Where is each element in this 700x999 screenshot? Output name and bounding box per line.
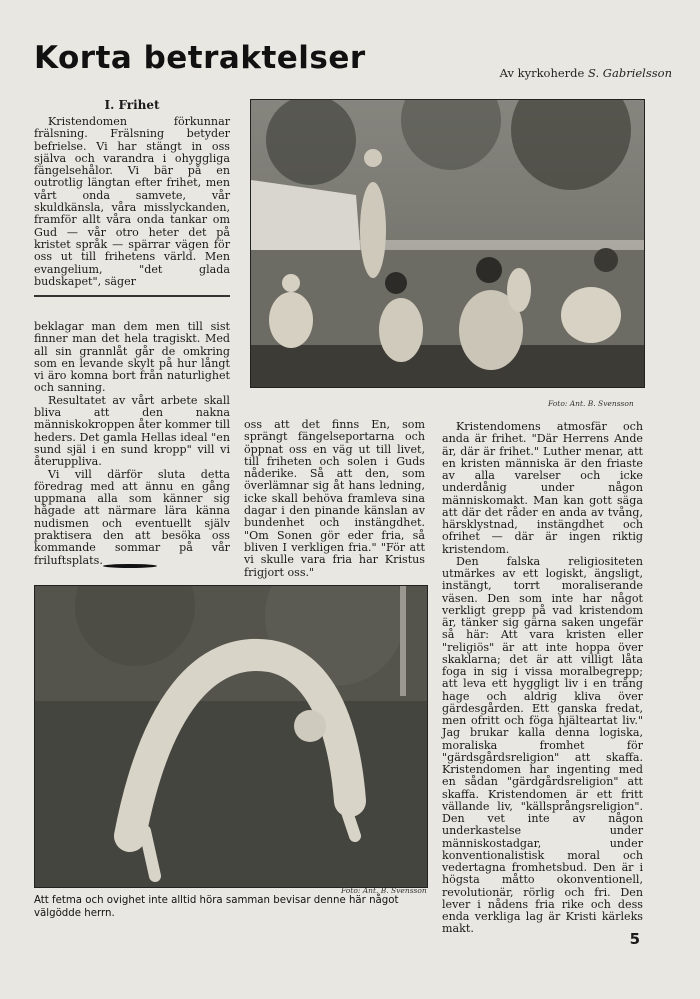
column-2: [244, 419, 425, 579]
divider: [34, 295, 230, 297]
paragraph: Vi vill därför sluta detta föredrag med att ännu en gång uppmana alla som känner sig hågade att närmare lära känna nudismen och eventuellt själv praktisera den att besöka oss kommande sommar på vår friluftsplats.: [34, 467, 230, 567]
byline-prefix: Av kyrkoherde: [499, 66, 585, 80]
section-heading: I. Frihet: [104, 98, 160, 112]
paragraph: Resultatet av vårt arbete skall bliva att den nakna människokroppen åter kommer till heders. Det gamla Hellas ideal "en sund själ i en sund kropp" vill vi återuppliva.: [34, 393, 230, 469]
paragraph: beklagar man dem men till sist finner man det hela tragiskt. Med all sin grannlåt går de omkring som en levande skylt på hur långt vi äro komna bort från naturlighet och sanning.: [34, 320, 230, 395]
byline: [500, 66, 672, 80]
photo-credit-top: Foto: Ant. B. Svensson: [548, 399, 634, 408]
photo-group-on-lawn: [250, 99, 645, 388]
section-flourish: [103, 564, 157, 568]
page-number: 5: [629, 930, 640, 948]
photo-backbend: [34, 585, 428, 888]
column-1-bottom: [34, 321, 230, 567]
paragraph: Kristendomens atmosfär och anda är frihet. "Där Herrens Ande är, där är frihet." Luther menar, att en kristen människa är den friaste av alla varelser och icke underdånig under någon människomakt. Man kan gott säga att där det råder en anda av tvång, härsklystnad, instängdhet och ofrihet — där är ingen riktig kristendom.: [442, 420, 643, 556]
paragraph: Den falska religiositeten utmärkes av ett logiskt, ängsligt, instängt, torrt moraliserande väsen. Den som inte har något verkligt grepp på vad kristendom är, tänker sig gärna saken ungefär så här: Att vara kristen eller "religiös" är att inte hoppa över skaklarna; det är att villigt låta foga in sig i vissa moralbegrepp; att leva ett hyggligt liv i en trång hage och aldrig kliva över gärdesgården. Ett ganska fredat, men ofritt och föga hjältеartat liv." Jag brukar kalla denna logiska, moraliska fromhet för "gärdsgårdsreligion" att skaffa. Kristendomen har ingenting med en sådan "gärdgårdsreligion" att skaffa. Kristendomen är ett fritt vällande liv, "källsprångsreligion". Den vet inte av någon underkastelse under människostadgar, under konventionalistisk moral och vedertagna fromhetsbud. Den är i högsta måtto okonventionell, revolutionär, rörlig och fri. Den lever i nådens fria rike och dess enda verkliga lag är Kristi kärleks makt.: [442, 554, 643, 936]
paragraph: Kristendomen förkunnar frälsning. Frälsning betyder befrielse. Vi har stängt in oss själva och varandra i ohyggliga fängelsehålor. Vi bär på en outrotlig längtan efter frihet, men vårt onda samvete, vår skuldkänsla, våra misslyckanden, framför allt våra onda tankar om Gud — vår otro heter det på kristet språk — spärrar vägen för oss ut till frihetens värld. Men evangelium, "det glada budskapet", säger: [34, 115, 230, 288]
paragraph: oss att det finns En, som sprängt fängelseportarna och öppnat oss en väg ut till livet, till friheten och solen i Guds nåderike. Så att den, som överlämnar sig åt hans ledning, icke skall behöva framleva sina dagar i den pinande känslan av bundenhet och instängdhet. "Om Sonen gör eder fria, så bliven I verkligen fria." "För att vi skulle vara fria har Kristus frigjort oss.": [244, 418, 425, 579]
photo-group-illustration: [251, 100, 644, 387]
photo-caption: Att fetma och ovighet inte alltid höra samman bevisar denne här något välgödde herrn.: [34, 895, 399, 919]
byline-author: S. Gabrielsson: [588, 66, 672, 80]
photo-credit-bottom: Foto: Ant. B. Svensson: [341, 886, 427, 895]
photo-backbend-illustration: [35, 586, 427, 887]
article-title: Korta betraktelser: [34, 40, 366, 76]
column-1-top: [34, 116, 230, 288]
column-3: [442, 421, 643, 936]
